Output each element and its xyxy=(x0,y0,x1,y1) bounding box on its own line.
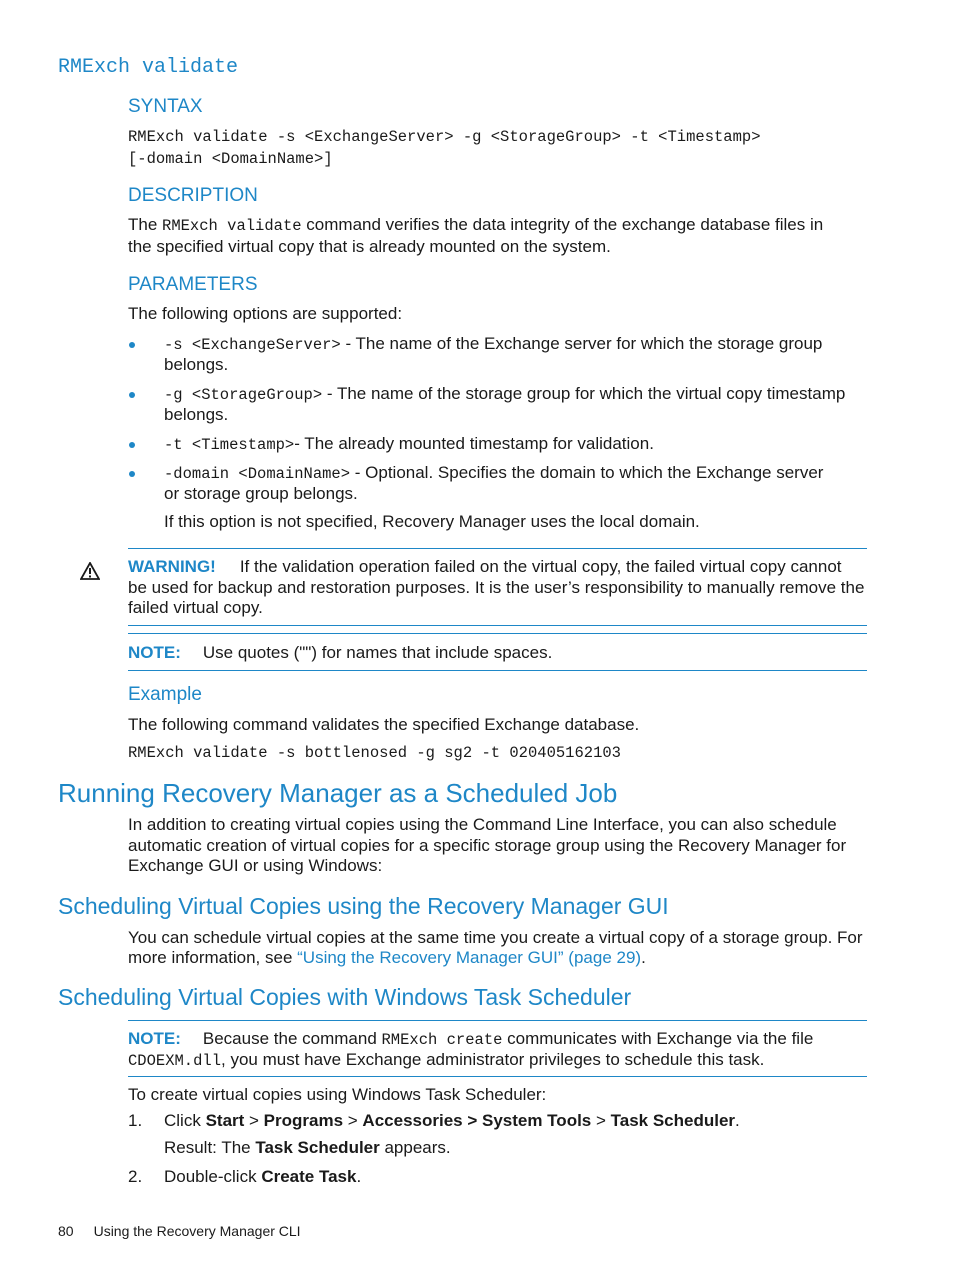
gui-line-2: more information, see “Using the Recovery Manager GUI” (page 29). xyxy=(128,948,646,967)
scheduled-job-title: Running Recovery Manager as a Scheduled Job xyxy=(58,778,618,808)
scheduled-line-3: Exchange GUI or using Windows: xyxy=(128,856,383,875)
task-note-top-rule xyxy=(128,1020,867,1021)
gui-section-title: Scheduling Virtual Copies using the Recovery Manager GUI xyxy=(58,893,669,919)
example-intro: The following command validates the specified Exchange database. xyxy=(128,715,640,734)
task-section-title: Scheduling Virtual Copies with Windows Task Scheduler xyxy=(58,984,632,1010)
bullet-icon xyxy=(129,442,135,448)
param-item: -g <StorageGroup> - The name of the storage group for which the virtual copy timestamp xyxy=(164,384,846,404)
param-item: -t <Timestamp>- The already mounted timestamp for validation. xyxy=(164,434,654,454)
step-number: 1. xyxy=(128,1111,143,1130)
task-note-bottom-rule xyxy=(128,1076,867,1077)
scheduled-line-1: In addition to creating virtual copies using the Command Line Interface, you can also schedule xyxy=(128,815,837,834)
description-line-2: the specified virtual copy that is already mounted on the system. xyxy=(128,237,611,256)
example-code: RMExch validate -s bottlenosed -g sg2 -t 020405162103 xyxy=(128,744,621,762)
warning-bottom-rule xyxy=(128,625,867,626)
param-item-cont: belongs. xyxy=(164,355,229,374)
syntax-line-2: [-domain <DomainName>] xyxy=(128,150,333,168)
bullet-icon xyxy=(129,392,135,398)
scheduled-line-2: automatic creation of virtual copies for a specific storage group using the Recovery Manager for xyxy=(128,836,847,855)
warning-top-rule xyxy=(128,548,867,549)
parameters-intro: The following options are supported: xyxy=(128,304,403,323)
parameters-heading: PARAMETERS xyxy=(128,274,258,295)
task-note-line-1: NOTE: Because the command RMExch create communicates with Exchange via the file xyxy=(128,1029,814,1049)
syntax-line-1: RMExch validate -s <ExchangeServer> -g <StorageGroup> -t <Timestamp> xyxy=(128,128,761,146)
example-heading: Example xyxy=(128,684,202,705)
warning-line-1: WARNING! If the validation operation failed on the virtual copy, the failed virtual copy cannot xyxy=(128,557,842,576)
footer-title: Using the Recovery Manager CLI xyxy=(93,1223,301,1239)
task-note-line-2: CDOEXM.dll, you must have Exchange administrator privileges to schedule this task. xyxy=(128,1050,765,1070)
note-top-rule xyxy=(128,633,867,634)
param-item-cont: or storage group belongs. xyxy=(164,484,358,503)
param-extra: If this option is not specified, Recovery Manager uses the local domain. xyxy=(164,512,700,531)
step-number: 2. xyxy=(128,1167,143,1186)
param-item: -s <ExchangeServer> - The name of the Exchange server for which the storage group xyxy=(164,334,823,354)
warning-line-3: failed virtual copy. xyxy=(128,598,263,617)
step-1: Click Start > Programs > Accessories > System Tools > Task Scheduler. xyxy=(164,1111,740,1130)
page-number: 80 xyxy=(58,1223,74,1239)
task-intro: To create virtual copies using Windows Task Scheduler: xyxy=(128,1085,547,1104)
note-quotes: NOTE: Use quotes ("") for names that include spaces. xyxy=(128,643,553,662)
section-title: RMExch validate xyxy=(58,56,239,79)
param-item-cont: belongs. xyxy=(164,405,229,424)
warning-line-2: be used for backup and restoration purposes. It is the user’s responsibility to manually remove the xyxy=(128,578,865,597)
step-2: Double-click Create Task. xyxy=(164,1167,362,1186)
bullet-icon xyxy=(129,342,135,348)
description-heading: DESCRIPTION xyxy=(128,185,258,206)
syntax-heading: SYNTAX xyxy=(128,96,203,117)
param-item: -domain <DomainName> - Optional. Specifies the domain to which the Exchange server xyxy=(164,463,824,483)
gui-line-1: You can schedule virtual copies at the same time you create a virtual copy of a storage group. For xyxy=(128,928,863,947)
footer xyxy=(58,1223,301,1239)
bullet-icon xyxy=(129,471,135,477)
description-line-1: The RMExch validate command verifies the data integrity of the exchange database files in xyxy=(128,215,824,235)
warning-icon xyxy=(80,562,100,580)
step-1-result: Result: The Task Scheduler appears. xyxy=(164,1138,451,1157)
gui-page-link[interactable]: “Using the Recovery Manager GUI” (page 29) xyxy=(297,948,642,967)
note-bottom-rule xyxy=(128,670,867,671)
